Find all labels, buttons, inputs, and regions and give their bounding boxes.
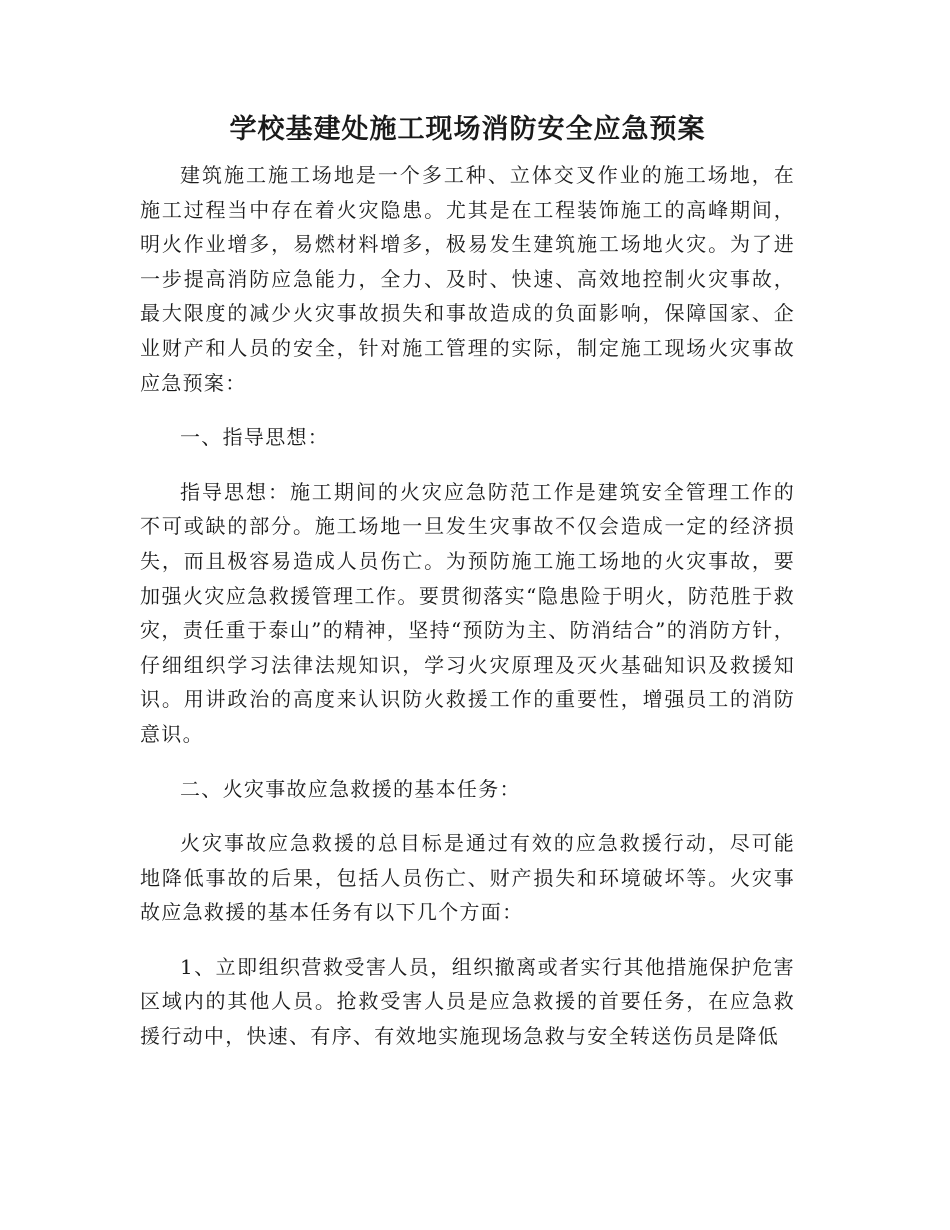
document-page bbox=[140, 110, 795, 1074]
section-heading-guiding-thought: 一、指导思想： bbox=[180, 425, 330, 450]
guiding-thought-paragraph: 指导思想：施工期间的火灾应急防范工作是建筑安全管理工作的不可或缺的部分。施工场地一旦发生灾事故不仅会造成一定的经济损失，而且极容易造成人员伤亡。为预防施工施工场地的火灾事故，要加强火灾应急救援管理工作。要贯彻落实“隐患险于明火，防范胜于救灾，责任重于泰山”的精神，坚持“预防为主、防消结合”的消防方针，仔细组织学习法律法规知识，学习火灾原理及灭火基础知识及救援知识。用讲政治的高度来认识防火救援工作的重要性，增强员工的消防意识。 bbox=[140, 479, 795, 746]
section-heading-basic-tasks: 二、火灾事故应急救援的基本任务： bbox=[180, 776, 521, 801]
basic-tasks-paragraph: 火灾事故应急救援的总目标是通过有效的应急救援行动，尽可能地降低事故的后果，包括人员伤亡、财产损失和环境破坏等。火灾事故应急救援的基本任务有以下几个方面： bbox=[140, 831, 795, 925]
task-item-1: 1、立即组织营救受害人员，组织撤离或者实行其他措施保护危害区域内的其他人员。抢救受害人员是应急救援的首要任务，在应急救援行动中，快速、有序、有效地实施现场急救与安全转送伤员是降低 bbox=[140, 954, 795, 1049]
intro-paragraph: 建筑施工施工场地是一个多工种、立体交叉作业的施工场地，在施工过程当中存在着火灾隐患。尤其是在工程装饰施工的高峰期间，明火作业增多，易燃材料增多，极易发生建筑施工场地火灾。为了进一步提高消防应急能力，全力、及时、快速、高效地控制火灾事故，最大限度的减少火灾事故损失和事故造成的负面影响，保障国家、企业财产和人员的安全，针对施工管理的实际，制定施工现场火灾事故应急预案： bbox=[140, 163, 795, 395]
document-title: 学校基建处施工现场消防安全应急预案 bbox=[229, 114, 706, 145]
